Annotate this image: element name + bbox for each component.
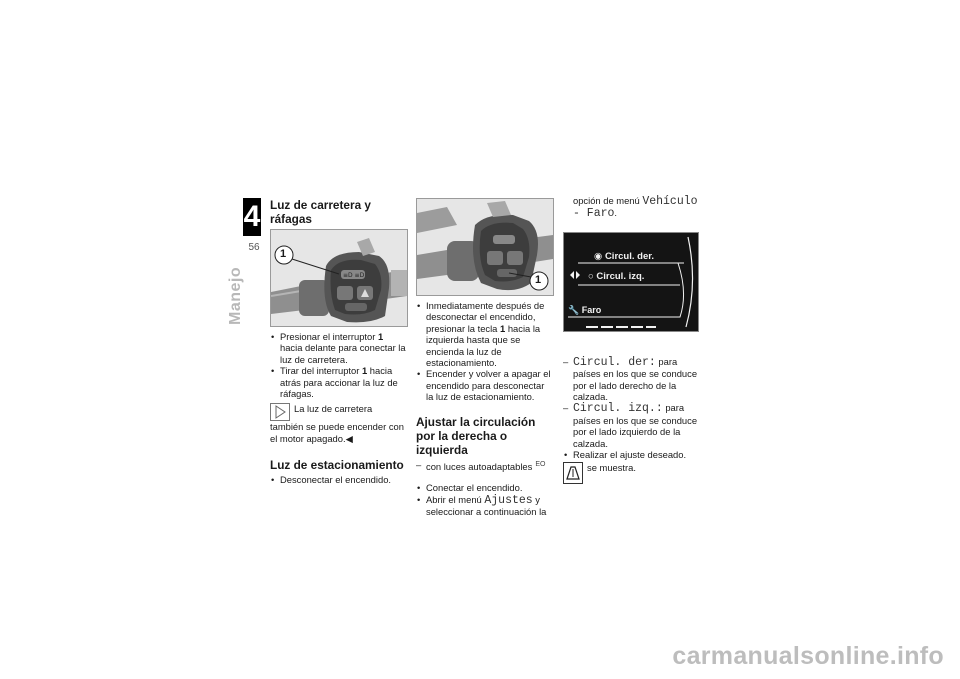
handlebar-illustration	[271, 230, 407, 326]
display-footer: 🔧 Faro	[568, 304, 602, 315]
list-item: • Encender y volver a apagar el encendido para desconectar la luz de estacionamiento.	[416, 368, 554, 402]
headlight-traffic-icon	[563, 462, 583, 484]
option-right-radio[interactable]: ◉ Circul. der.	[594, 250, 655, 262]
column-3	[563, 195, 701, 484]
list-item: – con luces autoadaptables $^{EO}$	[416, 459, 554, 473]
column-1	[270, 198, 408, 486]
heading-parking-light: Luz de estacionamiento	[270, 458, 404, 473]
option-left-radio[interactable]: ○ Circul. izq.	[588, 270, 645, 282]
list-item: • Conectar el encendido.	[416, 482, 554, 493]
svg-text:≡D ≡D: ≡D ≡D	[343, 272, 365, 279]
list-item: • Presionar el interruptor 1 hacia delante para conectar la luz de carretera.	[270, 331, 408, 365]
list-item: • Inmediatamente después de desconectar el encendido, presionar la tecla 1 hacia la izquierda hasta que se encienda la luz de estacionamiento.	[416, 300, 554, 368]
list-item: • Tirar del interruptor 1 hacia atrás para accionar la luz de ráfagas.	[270, 365, 408, 399]
page-number: 56	[248, 242, 260, 253]
heading-traffic-side: Ajustar la circulación por la derecha o izquierda	[416, 414, 536, 457]
figure-left-handlebar-switch	[270, 229, 408, 327]
list-item: • Realizar el ajuste deseado.	[563, 449, 701, 460]
section-name-vertical: Manejo	[227, 266, 244, 325]
chapter-number: 4	[243, 198, 261, 236]
wrench-icon: 🔧	[568, 304, 580, 315]
end-marker-icon: ◀	[345, 432, 353, 444]
figure1-callout: 1	[280, 248, 287, 260]
figure-parking-light-switch	[416, 198, 554, 296]
cockpit-display	[563, 232, 699, 332]
list-item: – Circul. izq.: para países en los que se conduce por el lado izquierdo de la calzada.	[563, 402, 701, 449]
radio-selected-icon: ◉	[594, 250, 603, 262]
note-paragraph: La luz de carretera también se puede encender con el motor apagado.◀	[270, 403, 404, 444]
heading-high-beam: Luz de carretera y ráfagas	[270, 198, 371, 226]
radio-unselected-icon: ○	[588, 270, 594, 282]
list-item: • Abrir el menú Ajustes y seleccionar a continuación la	[416, 494, 554, 518]
note-icon	[270, 403, 290, 421]
figure2-callout: 1	[535, 274, 542, 286]
watermark: carmanualsonline.info	[672, 642, 944, 670]
status-shown-line: se muestra.	[563, 462, 701, 484]
display-frame	[564, 233, 698, 331]
list-item: • Desconectar el encendido.	[270, 474, 408, 485]
continuation-text: opción de menú Vehículo - Faro.	[573, 195, 698, 221]
list-item: – Circul. der: para países en los que se conduce por el lado derecho de la calzada.	[563, 356, 701, 403]
column-2	[416, 198, 554, 517]
handlebar-illustration-2	[417, 199, 553, 295]
